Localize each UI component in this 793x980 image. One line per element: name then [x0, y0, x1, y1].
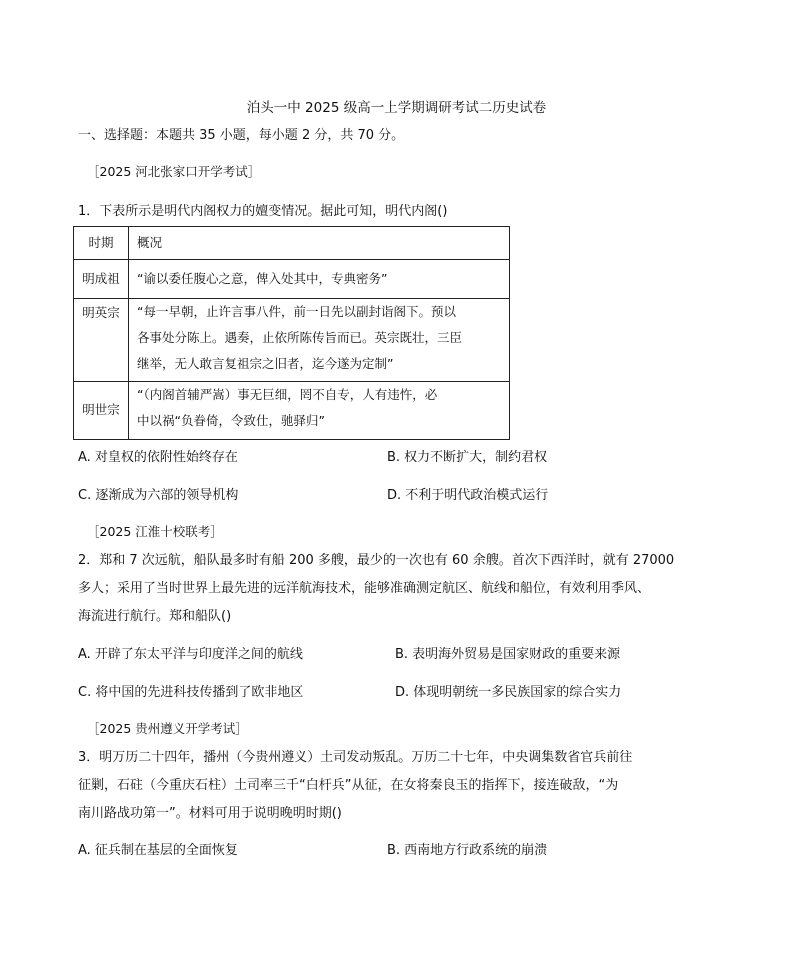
table-row: [74, 299, 510, 382]
question-2-stem-line-3: 海流进行航行。郑和船队(): [78, 609, 232, 624]
question-3-option-a[interactable]: A. 征兵制在基层的全面恢复: [78, 843, 238, 858]
table-row: [74, 260, 510, 299]
question-2-option-c[interactable]: C. 将中国的先进科技传播到了欧非地区: [78, 685, 304, 700]
table-cell-period: 明成祖: [74, 260, 129, 299]
question-2-option-d[interactable]: D. 体现明朝统一多民族国家的综合实力: [395, 685, 622, 700]
question-2-source: ［2025 江淮十校联考］: [87, 524, 223, 539]
question-2-option-b[interactable]: B. 表明海外贸易是国家财政的重要来源: [395, 647, 621, 662]
question-1-option-b[interactable]: B. 权力不断扩大，制约君权: [387, 450, 548, 465]
table-header-row: [74, 227, 510, 260]
question-1-option-c[interactable]: C. 逐渐成为六部的领导机构: [78, 488, 239, 503]
table-cell-period: 明英宗: [74, 299, 129, 382]
question-1-option-a[interactable]: A. 对皇权的依附性始终存在: [78, 450, 238, 465]
table-row: [74, 382, 510, 440]
table-header-summary: 概况: [129, 227, 510, 260]
question-1-option-d[interactable]: D. 不利于明代政治模式运行: [387, 488, 549, 503]
question-3-stem-line-1: 3．明万历二十四年，播州（今贵州遵义）土司发动叛乱。万历二十七年，中央调集数省官兵前往: [78, 750, 633, 765]
table-cell-period: 明世宗: [74, 382, 129, 440]
table-header-period: 时期: [74, 227, 129, 260]
question-3-stem-line-3: 南川路战功第一”。材料可用于说明晚明时期(): [78, 806, 342, 821]
exam-title: 泊头一中 2025 级高一上学期调研考试二历史试卷: [246, 100, 547, 116]
table-cell-summary: “谕以委任腹心之意，俾入处其中，专典密务”: [129, 260, 510, 299]
section-header: 一、选择题：本题共 35 小题，每小题 2 分，共 70 分。: [78, 128, 405, 143]
question-1-table: [73, 226, 510, 440]
question-2-stem-line-2: 多人；采用了当时世界上最先进的远洋航海技术，能够准确测定航区、航线和船位，有效利用季风、: [78, 581, 651, 596]
table-cell-summary: “每一早朝，止许言事八件，前一日先以副封诣阁下。预以 各事处分陈上。遇奏，止依所陈传旨而已。英宗既壮，三臣 继举，无人敢言复祖宗之旧者，迄今遂为定制”: [129, 299, 510, 382]
question-3-source: ［2025 贵州遵义开学考试］: [87, 721, 248, 736]
question-2-option-a[interactable]: A. 开辟了东太平洋与印度洋之间的航线: [78, 647, 303, 662]
question-1-source: ［2025 河北张家口开学考试］: [87, 164, 261, 179]
table-cell-summary: “（内阁首辅严嵩）事无巨细，罔不自专，人有违忤，必 中以祸“负眷倚，令致仕，驰驿归”: [129, 382, 510, 440]
question-2-stem-line-1: 2．郑和 7 次远航，船队最多时有船 200 多艘，最少的一次也有 60 余艘。首次下西洋时，就有 27000: [78, 553, 675, 568]
question-3-stem-line-2: 征剿，石砫（今重庆石柱）土司率三千“白杆兵”从征，在女将秦良玉的指挥下，接连破敌，“为: [78, 778, 619, 793]
question-3-option-b[interactable]: B. 西南地方行政系统的崩溃: [387, 843, 548, 858]
question-1-stem: 1．下表所示是明代内阁权力的嬗变情况。据此可知，明代内阁(): [78, 204, 448, 219]
